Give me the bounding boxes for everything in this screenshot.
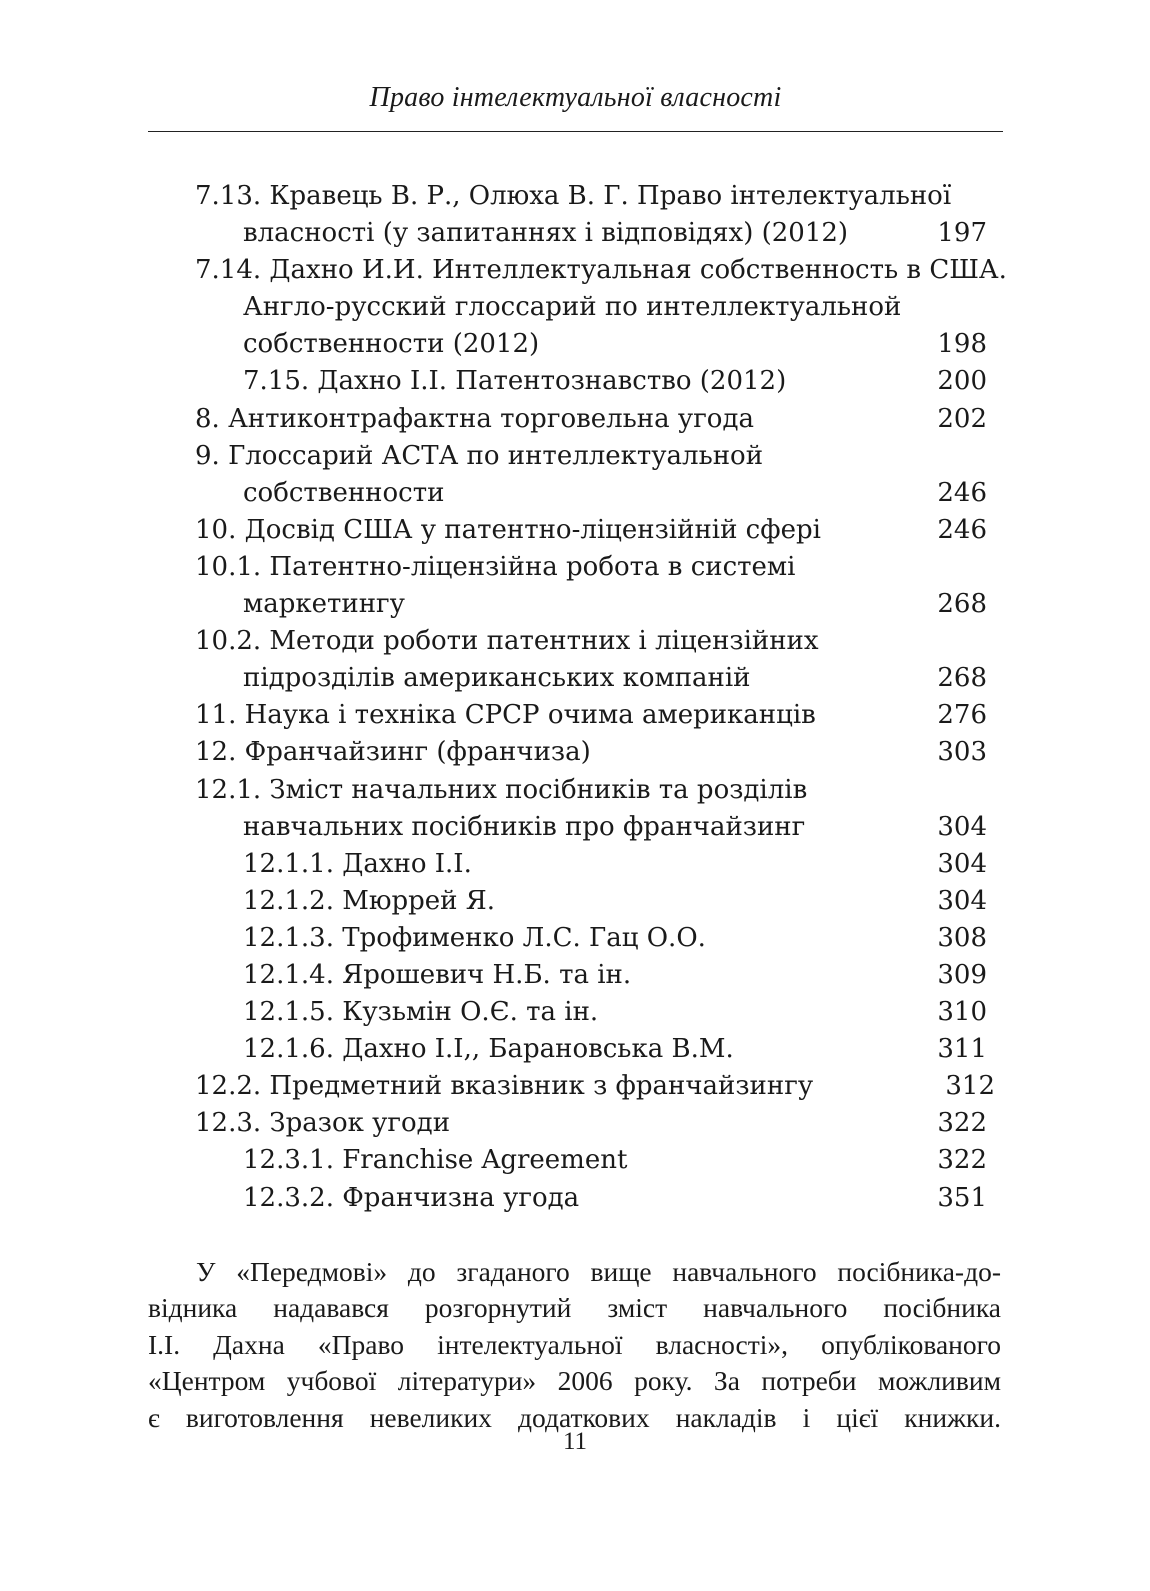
toc-entry-page: 322 (937, 1108, 987, 1139)
running-head: Право інтелектуальної власності (369, 82, 782, 113)
toc-entry-title: 7.13. Кравець В. Р., Олюха В. Г. Право інтелектуальної (195, 181, 952, 211)
toc-entry-page: 304 (937, 885, 987, 916)
toc-entry-page: 309 (937, 959, 987, 990)
toc-entry-title: 10. Досвід США у патентно-ліцензійній сфері (195, 514, 821, 545)
toc-entry (0, 512, 1150, 549)
toc-entry (0, 438, 1150, 475)
toc-entry (0, 772, 1150, 809)
toc-entry (0, 920, 1150, 957)
toc-entry-page: 197 (937, 218, 987, 249)
toc-entry-title: 11. Наука і техніка СРСР очима американців (195, 700, 816, 731)
toc-entry-title: 9. Глоссарий АСТА по интеллектуальной (195, 440, 764, 471)
toc-entry-page: 198 (937, 329, 987, 360)
toc-entry-page: 304 (937, 848, 987, 879)
toc-entry (0, 734, 1150, 771)
toc-entry-title: 10.1. Патентно-ліцензійна робота в системі (195, 551, 796, 582)
toc-entry (0, 363, 1150, 400)
paragraph-line: є виготовлення невеликих додаткових накладів і цієї книжки. (148, 1401, 1001, 1433)
paragraph-line: У «Передмові» до згаданого вище навчального посібника-до- (196, 1256, 1001, 1287)
toc-entry-page: 303 (937, 737, 987, 768)
toc-entry-title: 12.2. Предметний вказівник з франчайзингу (195, 1071, 814, 1102)
toc-entry (0, 660, 1150, 697)
toc-entry-page: 322 (937, 1145, 987, 1176)
toc-entry-title: маркетингу (243, 589, 405, 620)
paragraph-line: відника надавався розгорнутий зміст навчального посібника (148, 1292, 1001, 1324)
toc-entry (0, 1031, 1150, 1068)
toc-entry (0, 1142, 1150, 1179)
toc-entry-title: 7.15. Дахно І.І. Патентознавство (2012) (243, 366, 787, 397)
toc-entry-title: собственности (243, 477, 445, 508)
toc-entry-title: навчальних посібників про франчайзинг (243, 811, 806, 842)
toc-entry-title: собственности (2012) (243, 329, 540, 360)
toc-entry-title: 12.1.4. Ярошевич Н.Б. та ін. (243, 959, 632, 990)
toc-entry (0, 994, 1150, 1031)
toc-entry-page: 202 (937, 403, 987, 434)
paragraph-line: «Центром учбової літератури» 2006 року. За потреби можливим (148, 1365, 1001, 1397)
toc-entry-title: 12.3.1. Franchise Agreement (243, 1145, 628, 1176)
toc-entry-title: підрозділів американських компаній (243, 663, 751, 694)
toc-entry (0, 252, 1150, 289)
toc-entry-page: 200 (937, 366, 987, 397)
toc-entry-page: 268 (937, 663, 987, 694)
toc-entry-title: 12.3. Зразок угоди (195, 1108, 451, 1139)
toc-entry (0, 326, 1150, 363)
toc-entry-page: 246 (937, 514, 987, 545)
header-rule (148, 131, 1003, 132)
toc-entry-title: 12.3.2. Франчизна угода (243, 1182, 580, 1213)
toc-entry (0, 623, 1150, 660)
toc-entry-page: 351 (937, 1182, 987, 1213)
paragraph-line: І.І. Дахна «Право інтелектуальної власності», опублікованого (148, 1328, 1001, 1360)
toc-entry (0, 1105, 1150, 1142)
toc-entry-title: 12.1. Зміст начальних посібників та розділів (195, 774, 808, 805)
toc-entry (0, 475, 1150, 512)
toc-entry (0, 809, 1150, 846)
toc-entry-title: Англо-русский глоссарий по интеллектуальной (243, 292, 902, 323)
toc-entry (0, 697, 1150, 734)
toc-entry-page: 311 (937, 1034, 987, 1065)
toc-entry-title: 12.1.5. Кузьмін О.Є. та ін. (243, 997, 599, 1028)
toc-entry-title: 12.1.1. Дахно І.І. (243, 848, 472, 879)
toc-entry-page: 312 (945, 1071, 995, 1102)
toc-entry-title: 8. Антиконтрафактна торговельна угода (195, 403, 754, 434)
toc-entry-page: 246 (937, 477, 987, 508)
toc-entry-title: 10.2. Методи роботи патентних і ліцензійних (195, 626, 819, 657)
toc-entry (0, 178, 1150, 215)
toc-entry-title: 12.1.2. Мюррей Я. (243, 885, 496, 916)
toc-entry-page: 268 (937, 589, 987, 620)
toc-entry-title: 12. Франчайзинг (франчиза) (195, 737, 591, 768)
page-number: 11 (562, 1428, 588, 1455)
toc-entry-title: 7.14. Дахно И.И. Интеллектуальная собственность в США. (195, 255, 1007, 286)
table-of-contents (0, 178, 1150, 1217)
toc-entry (0, 1068, 1150, 1105)
toc-entry (0, 846, 1150, 883)
toc-entry (0, 549, 1150, 586)
body-paragraph (148, 1254, 1001, 1436)
toc-entry (0, 957, 1150, 994)
toc-entry-page: 308 (937, 922, 987, 953)
toc-entry-title: 12.1.6. Дахно І.І,, Барановська В.М. (243, 1034, 734, 1065)
toc-entry-page: 276 (937, 700, 987, 731)
toc-entry-page: 304 (937, 811, 987, 842)
toc-entry (0, 586, 1150, 623)
toc-entry (0, 401, 1150, 438)
toc-entry (0, 215, 1150, 252)
toc-entry-title: 12.1.3. Трофименко Л.С. Гац О.О. (243, 922, 706, 953)
toc-entry (0, 1180, 1150, 1217)
toc-entry-page: 310 (937, 997, 987, 1028)
toc-entry (0, 883, 1150, 920)
toc-entry-title: власності (у запитаннях і відповідях) (2012) (243, 218, 849, 249)
toc-entry (0, 289, 1150, 326)
